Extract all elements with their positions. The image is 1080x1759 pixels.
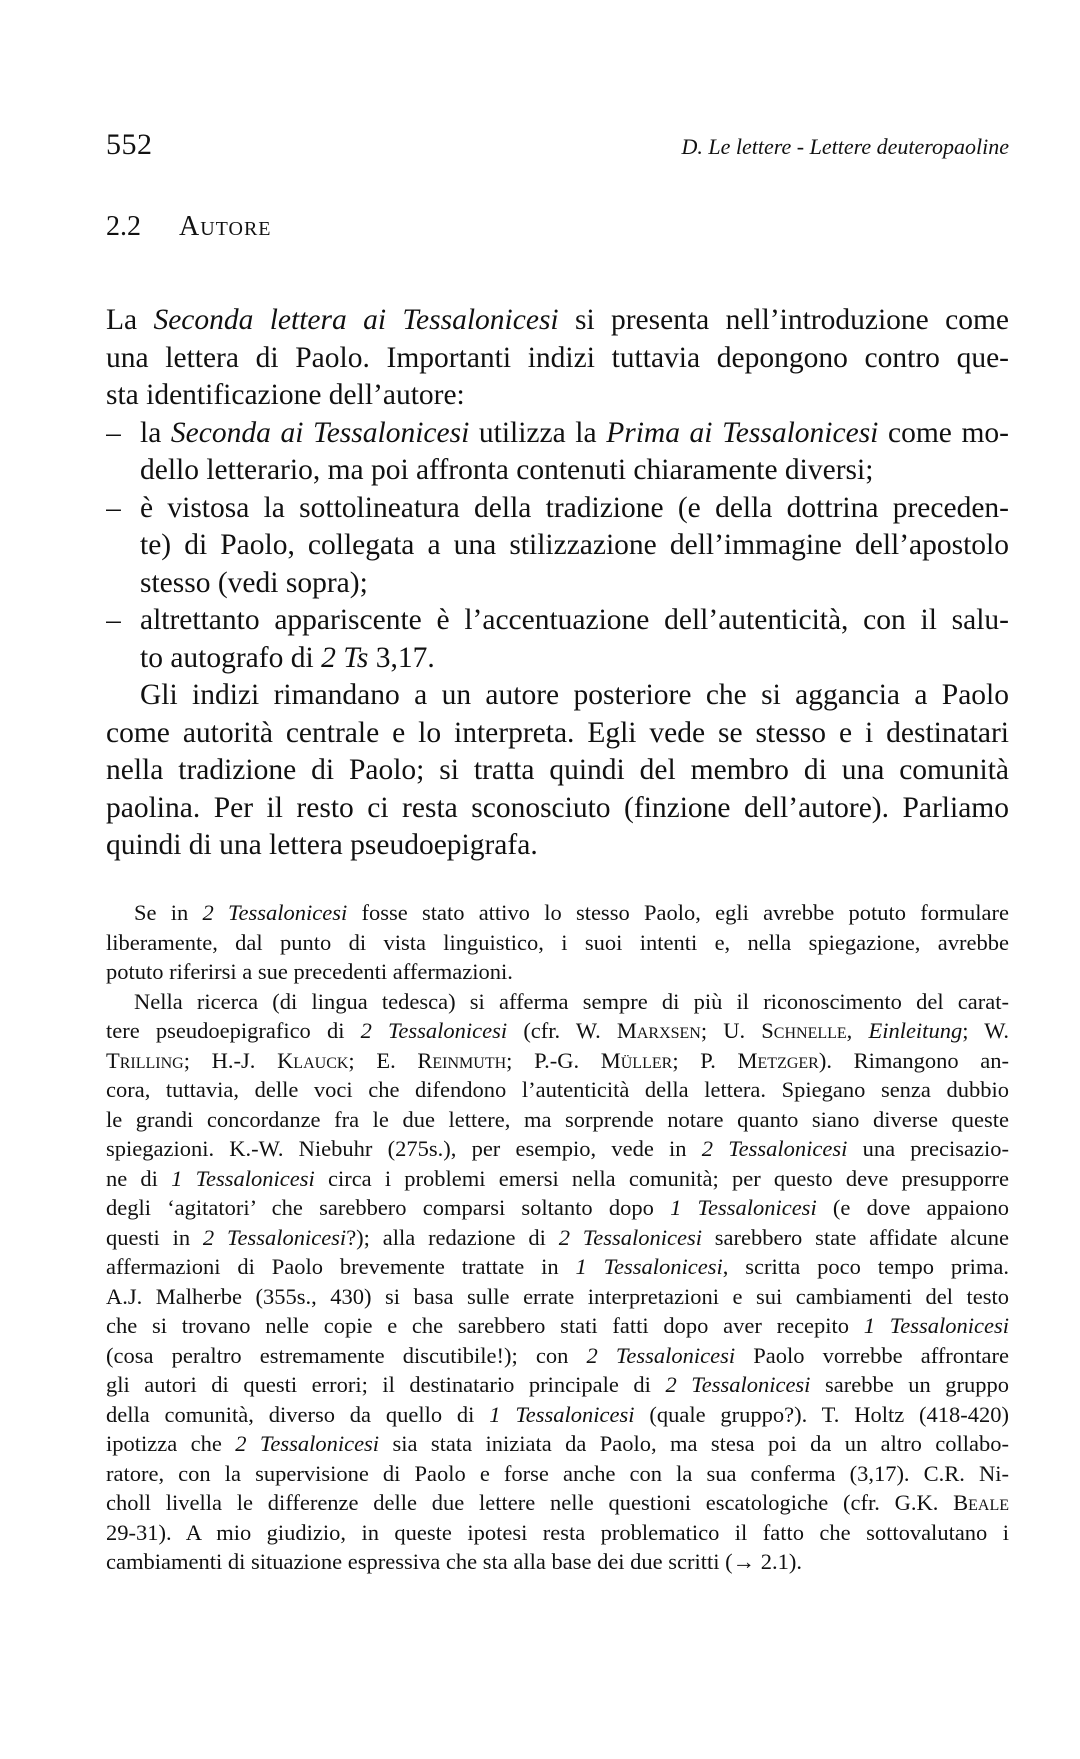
note-line: ratore, con la supervisione di Paolo e forse anche con la sua conferma (3,17). C.R. Ni- [106,1460,1009,1486]
text-line: Gli indizi rimandano a un autore posteriore che si aggancia a Paolo [140,679,1009,711]
note-line: cora, tuttavia, delle voci che difendono l’autenticità della lettera. Spiegano senza dubbio [106,1077,1009,1102]
text-line: sta identificazione dell’autore: [106,379,465,411]
list-item: – altrettanto appariscente è l’accentuazione dell’autenticità, con il salu- [106,602,1009,640]
text-line: una lettera di Paolo. Importanti indizi tuttavia depongono contro que- [106,341,1009,374]
list-item-continuation: stesso (vedi sopra); [140,566,368,599]
note-line: A.J. Malherbe (355s., 430) si basa sulle errate interpretazioni e sui cambiamenti del testo [106,1283,1009,1309]
note-line: (cosa peraltro estremamente discutibile!); con 2 Tessalonicesi Paolo vorrebbe affrontare [106,1342,1009,1368]
note-line: ipotizza che 2 Tessalonicesi sia stata iniziata da Paolo, ma stesa poi da un altro collabo- [106,1431,1009,1456]
list-item: – la Seconda ai Tessalonicesi utilizza la Prima ai Tessalonicesi come mo- [106,415,1009,453]
main-text [106,302,1009,865]
running-title: D. Le lettere - Lettere deuteropaoline [681,134,1009,159]
note-line: spiegazioni. K.-W. Niebuhr (275s.), per esempio, vede in 2 Tessalonicesi una precisazio- [106,1136,1009,1161]
text-line: nella tradizione di Paolo; si tratta quindi del membro di una comunità [106,754,1009,786]
note-line: questi in 2 Tessalonicesi?); alla redazione di 2 Tessalonicesi sarebbero state affidate alcune [106,1224,1009,1250]
note-line: Se in 2 Tessalonicesi fosse stato attivo lo stesso Paolo, egli avrebbe potuto formulare [134,900,1009,925]
note-line: degli ‘agitatori’ che sarebbero comparsi soltanto dopo 1 Tessalonicesi (e dove appaiono [106,1195,1009,1220]
note-line: potuto riferirsi a sue precedenti affermazioni. [106,959,513,984]
note-line: 29-31). A mio giudizio, in queste ipotesi resta problematico il fatto che sottovalutano i [106,1519,1009,1545]
list-item-continuation: to autografo di 2 Ts 3,17. [140,641,435,674]
text-line: La Seconda lettera ai Tessalonicesi si presenta nell’introduzione come [106,304,1009,336]
note-line: choll livella le differenze delle due lettere nelle questioni escatologiche (cfr. G.K. Beale [106,1490,1009,1515]
note-line: affermazioni di Paolo brevemente trattate in 1 Tessalonicesi, scritta poco tempo prima. [106,1254,1009,1279]
dash-marker: – [106,491,121,524]
small-print-note [106,898,1009,1577]
text-line: quindi di una lettera pseudoepigrafa. [106,829,538,861]
note-line: le grandi concordanze fra le due lettere, ma sorprende notare quanto siano diverse queste [106,1106,1009,1132]
text-line: paolina. Per il resto ci resta sconosciuto (finzione dell’autore). Parliamo [106,791,1009,824]
section-number: 2.2 [106,211,141,242]
list-item: – è vistosa la sottolineatura della tradizione (e della dottrina preceden- [106,490,1009,528]
text-line: come autorità centrale e lo interpreta. Egli vede se stesso e i destinatari [106,716,1009,749]
page-number: 552 [106,128,153,161]
note-line: che si trovano nelle copie e che sarebbero stati fatti dopo aver recepito 1 Tessalonicesi [106,1313,1009,1338]
note-line: liberamente, dal punto di vista linguistico, i suoi intenti e, nella spiegazione, avrebbe [106,929,1009,955]
list-item-continuation: dello letterario, ma poi affronta contenuti chiaramente diversi; [140,454,874,486]
section-title: Autore [179,211,272,242]
section-heading [106,211,272,243]
note-line: ne di 1 Tessalonicesi circa i problemi emersi nella comunità; per questo deve presupporre [106,1165,1009,1191]
note-line: cambiamenti di situazione espressiva che sta alla base dei due scritti (→ 2.1). [106,1549,803,1574]
note-line: della comunità, diverso da quello di 1 Tessalonicesi (quale gruppo?). T. Holtz (418-420) [106,1401,1009,1427]
dash-marker: – [106,416,121,449]
note-line: Nella ricerca (di lingua tedesca) si afferma sempre di più il riconoscimento del carat- [134,988,1009,1014]
list-item-continuation: te) di Paolo, collegata a una stilizzazione dell’immagine dell’apostolo [140,529,1009,561]
dash-marker: – [106,604,121,636]
note-line: gli autori di questi errori; il destinatario principale di 2 Tessalonicesi sarebbe un gruppo [106,1372,1009,1397]
note-line: tere pseudoepigrafico di 2 Tessalonicesi (cfr. W. Marxsen; U. Schnelle, Einleitung; W. [106,1018,1009,1043]
note-line: Trilling; H.-J. Klauck; E. Reinmuth; P.-G. Müller; P. Metzger). Rimangono an- [106,1047,1009,1073]
running-head [106,128,1009,168]
